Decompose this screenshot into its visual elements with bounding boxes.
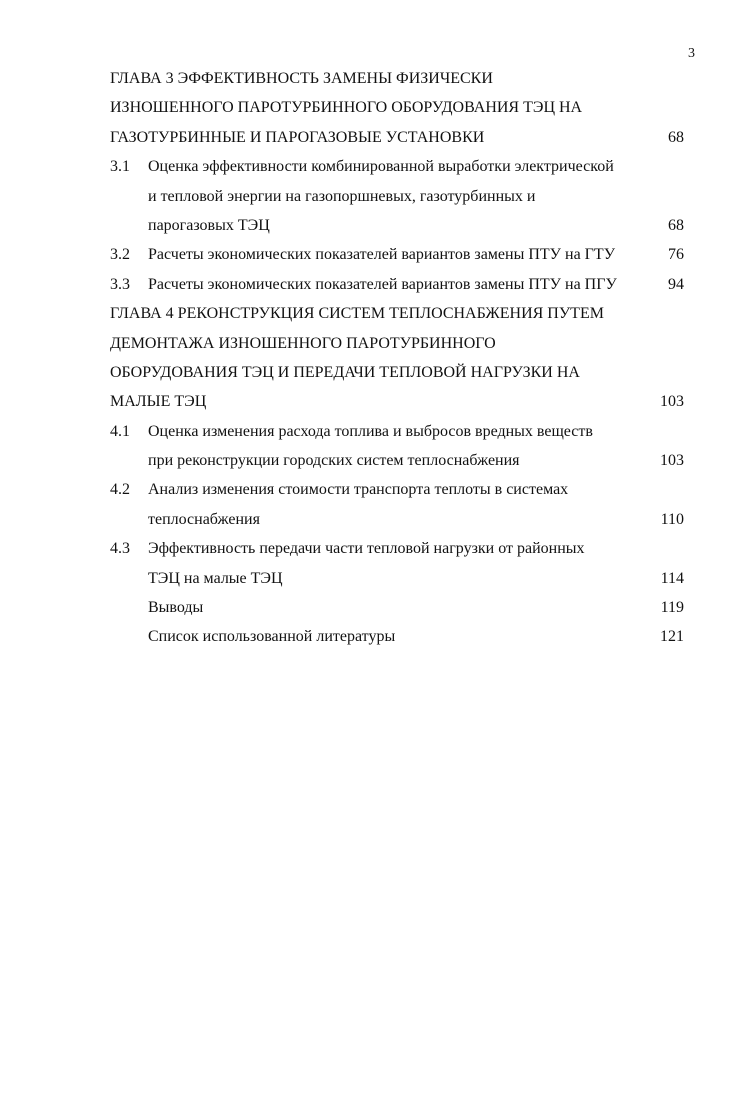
section-3-3-number: 3.3 <box>110 275 130 293</box>
section-3-2-number: 3.2 <box>110 246 130 264</box>
conclusions-page: 119 <box>660 599 684 617</box>
toc-section-4-1 <box>110 417 694 476</box>
section-4-3-title-line-2: ТЭЦ на малые ТЭЦ <box>148 569 283 587</box>
chapter-3-page: 68 <box>668 128 684 146</box>
chapter-3-title-line-3: ГАЗОТУРБИННЫЕ И ПАРОГАЗОВЫЕ УСТАНОВКИ <box>110 128 485 146</box>
section-4-2-page: 110 <box>660 510 684 528</box>
toc-section-3-1 <box>110 152 694 240</box>
section-4-1-title-line-2: при реконструкции городских систем теплоснабжения <box>148 452 520 470</box>
section-3-2-page: 76 <box>668 246 684 264</box>
references-page: 121 <box>660 628 684 646</box>
section-4-1-title-line-1: Оценка изменения расхода топлива и выбросов вредных веществ <box>148 422 593 440</box>
references-label: Список использованной литературы <box>148 628 396 646</box>
chapter-3-title-line-1: ГЛАВА 3 ЭФФЕКТИВНОСТЬ ЗАМЕНЫ ФИЗИЧЕСКИ <box>110 70 493 87</box>
section-4-2-number: 4.2 <box>110 481 130 499</box>
section-3-1-title-line-1: Оценка эффективности комбинированной выработки электрической <box>148 158 614 176</box>
section-3-3-title-line-1: Расчеты экономических показателей вариантов замены ПТУ на ПГУ <box>148 275 617 293</box>
section-4-2-title-line-2: теплоснабжения <box>148 510 260 528</box>
chapter-4-title-line-3: ОБОРУДОВАНИЯ ТЭЦ И ПЕРЕДАЧИ ТЕПЛОВОЙ НАГРУЗКИ НА <box>110 363 580 381</box>
toc-section-4-3 <box>110 534 694 593</box>
section-3-1-title-line-3: парогазовых ТЭЦ <box>148 216 270 234</box>
section-3-1-number: 3.1 <box>110 158 130 176</box>
toc-references <box>110 622 694 651</box>
chapter-4-page: 103 <box>660 393 684 411</box>
section-4-3-title-line-1: Эффективность передачи части тепловой нагрузки от районных <box>148 540 585 558</box>
toc-section-3-3 <box>110 270 694 299</box>
toc-section-4-2 <box>110 475 694 534</box>
section-4-3-number: 4.3 <box>110 540 130 558</box>
section-4-1-page: 103 <box>660 452 684 470</box>
toc-conclusions <box>110 593 694 622</box>
chapter-3-title-line-2: ИЗНОШЕННОГО ПАРОТУРБИННОГО ОБОРУДОВАНИЯ ТЭЦ НА <box>110 99 583 117</box>
conclusions-label: Выводы <box>148 599 204 617</box>
section-4-3-page: 114 <box>660 569 684 587</box>
section-3-1-page: 68 <box>668 216 684 234</box>
section-3-1-title-line-2: и тепловой энергии на газопоршневых, газотурбинных и <box>148 187 536 205</box>
section-3-2-title-line-1: Расчеты экономических показателей вариантов замены ПТУ на ГТУ <box>148 246 616 264</box>
section-4-2-title-line-1: Анализ изменения стоимости транспорта теплоты в системах <box>148 481 569 499</box>
page-number: 3 <box>688 46 695 61</box>
toc-section-3-2 <box>110 240 694 269</box>
chapter-4-title-line-1: ГЛАВА 4 РЕКОНСТРУКЦИЯ СИСТЕМ ТЕПЛОСНАБЖЕНИЯ ПУТЕМ <box>110 305 604 323</box>
section-3-3-page: 94 <box>668 275 684 293</box>
section-4-1-number: 4.1 <box>110 422 130 440</box>
toc-chapter-4 <box>110 299 694 417</box>
table-of-contents <box>110 64 694 652</box>
chapter-4-title-line-2: ДЕМОНТАЖА ИЗНОШЕННОГО ПАРОТУРБИННОГО <box>110 334 496 352</box>
toc-chapter-3 <box>110 64 694 152</box>
chapter-4-title-line-4: МАЛЫЕ ТЭЦ <box>110 393 207 411</box>
